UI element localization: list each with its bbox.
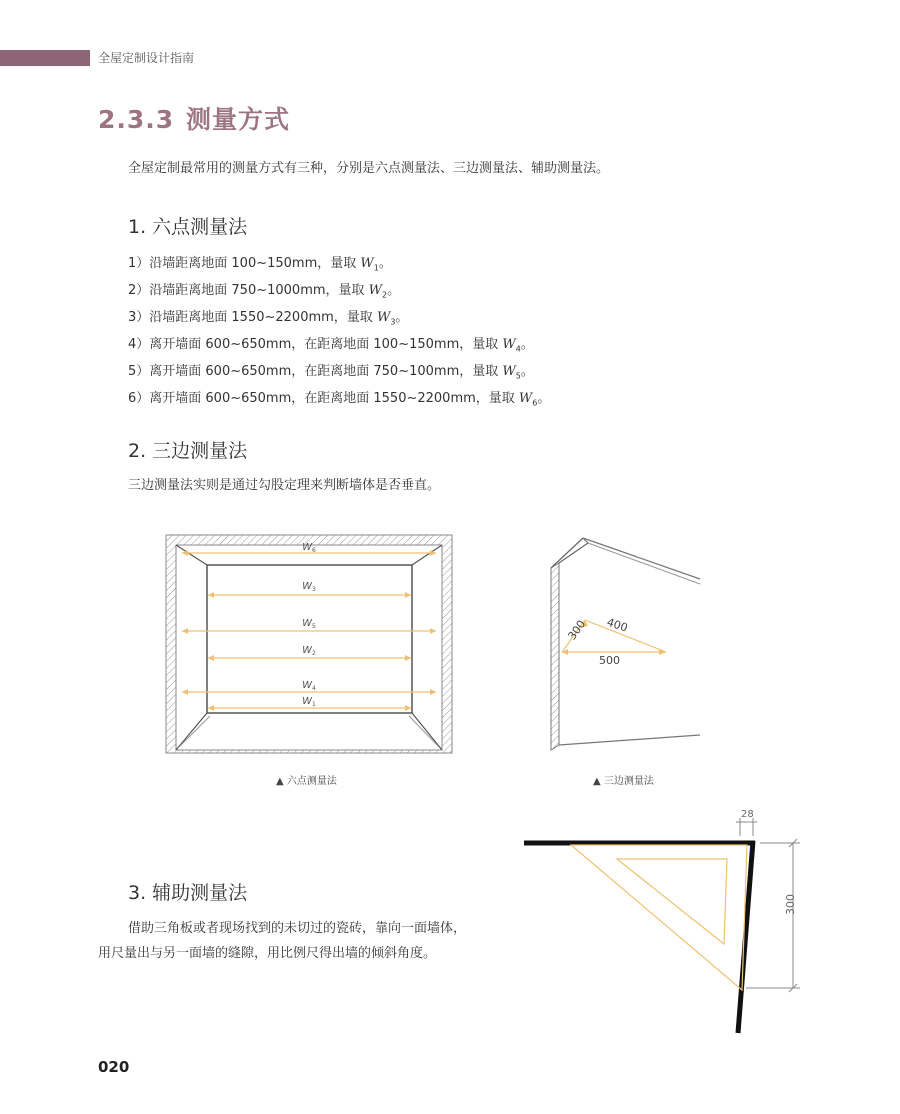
item-sub: 4: [515, 344, 521, 354]
item-end: 。: [520, 337, 534, 352]
w2-label: $W_2$: [302, 645, 316, 657]
item-sub: 2: [382, 290, 388, 300]
item-text: 3）沿墙距离地面 1550~2200mm，量取: [128, 310, 377, 325]
item-text: 1）沿墙距离地面 100~150mm，量取: [128, 256, 361, 271]
w3-label: $W_3$: [302, 581, 316, 593]
item-var: W: [376, 310, 391, 325]
section-title-text: 测量方式: [186, 105, 291, 134]
method3-description-line2: 用尺量出与另一面墙的缝隙，用比例尺得出墙的倾斜角度。: [98, 946, 437, 961]
section-number: 2.3.3: [98, 105, 175, 134]
height-label: 300: [784, 894, 797, 915]
item-var: W: [502, 364, 516, 379]
item-var: W: [518, 391, 533, 406]
item-text: 2）沿墙距离地面 750~1000mm，量取: [128, 283, 369, 298]
item-end: 。: [520, 364, 534, 379]
label-300: 300: [565, 617, 589, 643]
running-title: 全屋定制设计指南: [98, 51, 195, 65]
gap-label: 28: [741, 809, 754, 820]
item-sub: 1: [373, 263, 379, 273]
item-end: 。: [395, 310, 409, 325]
item-var: W: [368, 283, 383, 298]
method3-description-line1: 借助三角板或者现场找到的未切过的瓷砖，靠向一面墙体，: [128, 921, 467, 936]
method2-description: 三边测量法实则是通过勾股定理来判断墙体是否垂直。: [128, 478, 441, 493]
figure2-caption: ▲ 三边测量法: [593, 776, 654, 787]
w1-label: $W_1$: [302, 696, 316, 708]
item-text: 4）离开墙面 600~650mm，在距离地面 100~150mm，量取: [128, 337, 503, 352]
item-var: W: [502, 337, 516, 352]
w4-label: $W_4$: [302, 680, 316, 692]
item-sub: 5: [515, 371, 521, 381]
intro-paragraph: 全屋定制最常用的测量方式有三种，分别是六点测量法、三边测量法、辅助测量法。: [128, 161, 610, 176]
item-text: 5）离开墙面 600~650mm，在距离地面 750~100mm，量取: [128, 364, 503, 379]
item-sub: 3: [390, 317, 396, 327]
label-500: 500: [599, 654, 620, 667]
item-end: 。: [537, 391, 551, 406]
item-text: 6）离开墙面 600~650mm，在距离地面 1550~2200mm，量取: [128, 391, 519, 406]
item-sub: 6: [532, 398, 538, 408]
page-number: 020: [98, 1058, 130, 1076]
w5-label: $W_5$: [302, 618, 316, 630]
method3-heading: 3. 辅助测量法: [128, 882, 248, 904]
set-square-outer: [571, 845, 747, 990]
item-var: W: [360, 256, 374, 271]
method2-heading: 2. 三边测量法: [128, 440, 248, 462]
figure1-caption: ▲ 六点测量法: [276, 776, 337, 787]
item-end: 。: [378, 256, 392, 271]
item-end: 。: [387, 283, 401, 298]
method1-heading: 1. 六点测量法: [128, 216, 248, 238]
label-400: 400: [605, 615, 630, 635]
w6-label: $W_6$: [302, 542, 316, 554]
right-wall: [738, 841, 753, 1033]
